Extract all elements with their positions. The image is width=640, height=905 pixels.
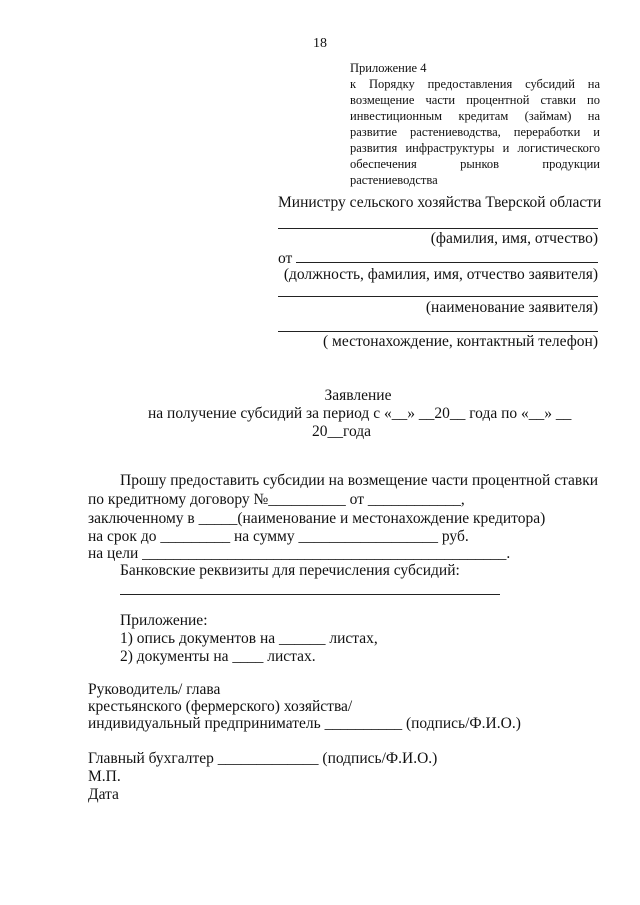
body-line-1: Прошу предоставить субсидии на возмещение части процентной ставки bbox=[120, 472, 599, 489]
date-label: Дата bbox=[88, 786, 119, 803]
hint-applicant: (должность, фамилия, имя, отчество заявителя) bbox=[283, 266, 598, 283]
appendix-line: обеспечения рынков продукции bbox=[350, 157, 600, 171]
appendix-line: развития инфраструктуры и логистического bbox=[350, 141, 600, 155]
underline-bank-details bbox=[120, 594, 500, 595]
hint-location: ( местонахождение, контактный телефон) bbox=[322, 333, 598, 350]
title-period: на получение субсидий за период с «__» __20__ года по «__» __ bbox=[148, 405, 572, 422]
appendix-line: возмещение части процентной ставки по bbox=[350, 93, 600, 107]
appendix-line: растениеводства bbox=[350, 173, 438, 187]
appendix-line: развитие растениеводства, переработки и bbox=[350, 125, 600, 139]
signature-head-1: Руководитель/ глава bbox=[88, 681, 221, 698]
stamp-place: М.П. bbox=[88, 768, 121, 785]
appendix-line: инвестиционным кредитам (займам) на bbox=[350, 109, 600, 123]
signature-accountant: Главный бухгалтер _____________ (подпись/Ф.И.О.) bbox=[88, 750, 438, 767]
appendix-block bbox=[350, 60, 600, 188]
underline-org bbox=[278, 296, 598, 297]
appendix-line: к Порядку предоставления субсидий на bbox=[350, 77, 600, 91]
signature-head-2: крестьянского (фермерского) хозяйства/ bbox=[88, 698, 353, 715]
body-line-6: Банковские реквизиты для перечисления субсидий: bbox=[120, 562, 460, 579]
signature-head-3: индивидуальный предприниматель __________ (подпись/Ф.И.О.) bbox=[88, 715, 521, 732]
addressee-to: Министру сельского хозяйства Тверской области bbox=[278, 194, 602, 211]
body-line-3: заключенному в _____(наименование и местонахождение кредитора) bbox=[88, 510, 546, 527]
hint-org: (наименование заявителя) bbox=[425, 299, 598, 316]
hint-name: (фамилия, имя, отчество) bbox=[430, 230, 598, 247]
underline-name bbox=[278, 228, 598, 229]
attachments-header: Приложение: bbox=[120, 612, 208, 629]
underline-applicant bbox=[296, 262, 598, 263]
attachment-item-2: 2) документы на ____ листах. bbox=[120, 648, 316, 665]
document-title: Заявление bbox=[324, 387, 392, 404]
page-number: 18 bbox=[313, 36, 327, 51]
body-line-5: на цели _______________________________________________. bbox=[88, 545, 511, 562]
title-period-cont: 20__года bbox=[312, 423, 372, 440]
attachment-item-1: 1) опись документов на ______ листах, bbox=[120, 630, 378, 647]
body-line-2: по кредитному договору №__________ от ____________, bbox=[88, 491, 465, 508]
underline-location bbox=[278, 331, 598, 332]
appendix-line: Приложение 4 bbox=[350, 61, 427, 75]
addressee-from: от bbox=[278, 250, 293, 267]
body-line-4: на срок до _________ на сумму __________________ руб. bbox=[88, 528, 469, 545]
